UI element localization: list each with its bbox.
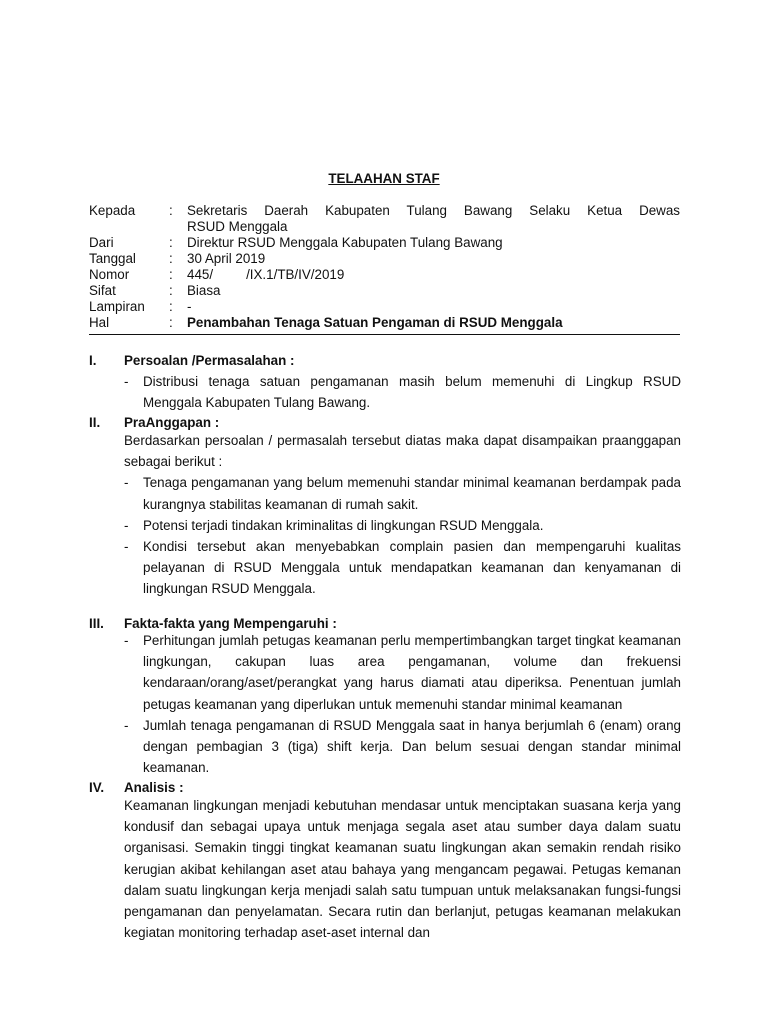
bullet-dash: - (124, 633, 129, 648)
list-item (124, 472, 681, 514)
colon: : (169, 315, 173, 330)
tanggal-label: Tanggal (89, 251, 136, 266)
colon: : (169, 299, 173, 314)
header-row-kepada (89, 203, 680, 219)
kepada-value-line1: Sekretaris Daerah Kabupaten Tulang Bawang Selaku Ketua Dewas (187, 203, 680, 218)
kepada-value-line2: RSUD Menggala (187, 219, 288, 234)
section-number: II. (89, 415, 101, 430)
header-row-sifat (89, 283, 680, 299)
list-item-text: Potensi terjadi tindakan kriminalitas di lingkungan RSUD Menggala. (143, 517, 544, 533)
section-heading (89, 415, 681, 431)
header-divider (89, 334, 680, 335)
nomor-value-prefix: 445/ (187, 267, 214, 282)
section-analisis (89, 780, 681, 943)
colon: : (169, 203, 173, 218)
list-item-text: Distribusi tenaga satuan pengamanan masih belum memenuhi di Lingkup RSUD Menggala Kabupaten Tulang Bawang. (143, 374, 681, 411)
section-number: III. (89, 616, 104, 631)
list-item-text: Perhitungan jumlah petugas keamanan perlu mempertimbangkan target tingkat keamanan lingkungan, cakupan luas area pengamanan, volume dan frekuensi kendaraan/orang/aset/perangkat yang harus diamati atau diperiksa. Penentuan jumlah petugas keamanan yang diperlukan untuk memenuhi standar minimal keamanan (143, 633, 681, 712)
sifat-value: Biasa (187, 283, 221, 298)
section-number: IV. (89, 780, 105, 795)
hal-value: Penambahan Tenaga Satuan Pengaman di RSUD Menggala (187, 315, 563, 330)
section-title: Persoalan /Permasalahan : (124, 353, 295, 368)
header-row-lampiran (89, 299, 680, 315)
nomor-label: Nomor (89, 267, 130, 282)
nomor-value (187, 267, 680, 283)
tanggal-value: 30 April 2019 (187, 251, 266, 266)
document-title: TELAAHAN STAF (328, 171, 440, 186)
header-row-nomor (89, 267, 680, 283)
bullet-dash: - (124, 475, 129, 491)
dari-label: Dari (89, 235, 114, 250)
header-row-dari (89, 235, 680, 251)
list-item (124, 630, 681, 715)
bullet-dash: - (124, 717, 129, 733)
list-item (124, 515, 681, 536)
section-title: Fakta-fakta yang Mempengaruhi : (124, 616, 337, 631)
colon: : (169, 283, 173, 298)
list-item (124, 371, 681, 413)
section-praanggapan (89, 415, 681, 600)
colon: : (169, 267, 173, 282)
header-row-hal (89, 315, 680, 331)
bullet-dash: - (124, 539, 129, 555)
lampiran-label: Lampiran (89, 299, 145, 314)
colon: : (169, 251, 173, 266)
hal-label: Hal (89, 315, 110, 330)
list-item-text: Kondisi tersebut akan menyebabkan complain pasien dan mempengaruhi kualitas pelayanan di RSUD Menggala untuk mendapatkan keamanan dan kenyamanan di lingkungan RSUD Menggala. (143, 539, 681, 597)
header-row-kepada-cont (89, 219, 680, 235)
section-title: PraAnggapan : (124, 415, 220, 430)
lampiran-value: - (187, 299, 192, 314)
list-item (124, 536, 681, 600)
kepada-label: Kepada (89, 203, 136, 218)
memo-header (89, 203, 680, 331)
section-intro: Berdasarkan persoalan / permasalah tersebut diatas maka dapat disampaikan praanggapan sebagai berikut : (124, 433, 681, 470)
bullet-dash: - (124, 517, 129, 533)
section-heading (89, 780, 681, 796)
section-fakta (89, 616, 681, 778)
sifat-label: Sifat (89, 283, 116, 298)
dari-value: Direktur RSUD Menggala Kabupaten Tulang Bawang (187, 235, 503, 250)
list-item-text: Tenaga pengamanan yang belum memenuhi standar minimal keamanan berdampak pada kurangnya stabilitas keamanan di rumah sakit. (143, 475, 681, 512)
nomor-value-suffix: /IX.1/TB/IV/2019 (246, 267, 345, 282)
colon: : (169, 235, 173, 250)
list-item-text: Jumlah tenaga pengamanan di RSUD Menggala saat in hanya berjumlah 6 (enam) orang dengan pembagian 3 (tiga) shift kerja. Dan belum sesuai dengan standar minimal keamanan. (143, 717, 681, 776)
section-paragraph: Keamanan lingkungan menjadi kebutuhan mendasar untuk menciptakan suasana kerja yang kondusif dan sebagai upaya untuk menjaga segala aset atau sumber daya dalam suatu organisasi. Semakin tinggi tingkat keamanan suatu lingkungan akan semakin rendah risiko kerugian akibat kehilangan aset atau bahaya yang mengancam pegawai. Petugas kemanan dalam suatu lingkungan kerja menjadi salah satu tumpuan untuk melaksanakan fungsi-fungsi pengamanan dan penyelamatan. Secara rutin dan berlanjut, petugas keamanan melakukan kegiatan monitoring terhadap aset-aset internal dan (124, 798, 681, 941)
header-row-tanggal (89, 251, 680, 267)
section-heading (89, 353, 681, 369)
section-title: Analisis : (124, 780, 184, 795)
section-persoalan (89, 353, 681, 413)
bullet-dash: - (124, 374, 129, 389)
section-number: I. (89, 353, 97, 368)
list-item (124, 715, 681, 779)
